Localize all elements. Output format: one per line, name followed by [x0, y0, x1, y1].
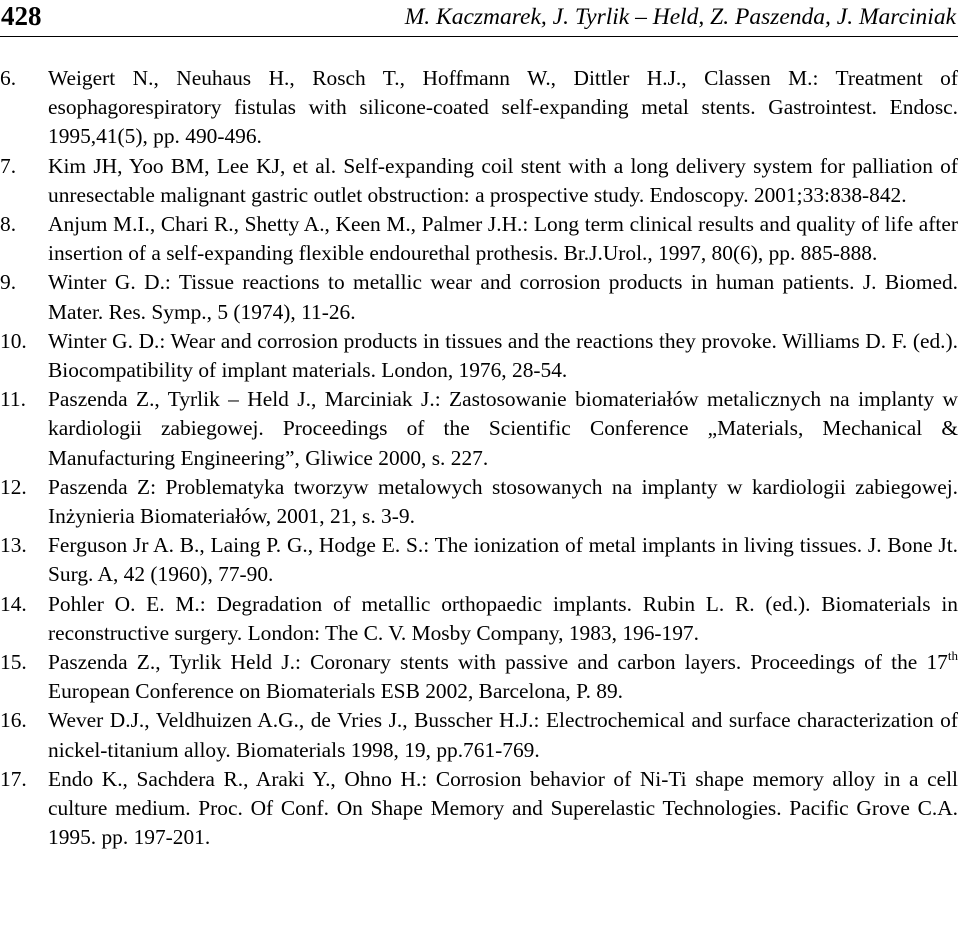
reference-number: 13. [0, 533, 27, 558]
page-number: 428 [1, 1, 42, 31]
reference-item [0, 590, 958, 648]
reference-number: 9. [0, 270, 17, 295]
reference-number: 15. [0, 650, 27, 675]
reference-number: 11. [0, 387, 26, 412]
page-header [0, 0, 958, 37]
reference-text-after-sup: European Conference on Biomaterials ESB 2002, Barcelona, P. 89. [48, 679, 624, 704]
reference-number: 8. [0, 212, 17, 237]
reference-text: Kim JH, Yoo BM, Lee KJ, et al. Self-expanding coil stent with a long delivery system for palliation of unresectable malignant gastric outlet obstruction: a prospective study. Endoscopy. 2001;33:838-842. [48, 153, 958, 207]
reference-text-before-sup: Paszenda Z., Tyrlik Held J.: Coronary stents with passive and carbon layers. Proceedings of the 17 [48, 650, 948, 675]
reference-item [0, 268, 958, 326]
reference-text: Ferguson Jr A. B., Laing P. G., Hodge E. S.: The ionization of metal implants in living tissues. J. Bone Jt. Surg. A, 42 (1960), 77-90. [48, 533, 958, 587]
reference-text: Paszenda Z., Tyrlik – Held J., Marciniak J.: Zastosowanie biomateriałów metalicznych na implanty w kardiologii zabiegowej. Proceedings of the Scientific Conference „Materials, Mechanical & Manufacturing Engineering”, Gliwice 2000, s. 227. [48, 387, 958, 470]
reference-item [0, 765, 958, 853]
reference-number: 6. [0, 66, 17, 90]
reference-number: 17. [0, 766, 27, 791]
reference-text: Anjum M.I., Chari R., Shetty A., Keen M., Palmer J.H.: Long term clinical results and quality of life after insertion of a self-expanding flexible endourethal prothesis. Br.J.Urol., 1997, 80(6), pp. 885-888. [48, 212, 958, 266]
reference-item [0, 152, 958, 210]
reference-item [0, 64, 958, 152]
reference-text: Pohler O. E. M.: Degradation of metallic orthopaedic implants. Rubin L. R. (ed.). Biomaterials in reconstructive surgery. London: The C. V. Mosby Company, 1983, 196-197. [48, 591, 958, 645]
reference-text: Paszenda Z: Problematyka tworzyw metalowych stosowanych na implanty w kardiologii zabiegowej. Inżynieria Biomateriałów, 2001, 21, s. 3-9. [48, 474, 958, 529]
ordinal-superscript: th [947, 648, 958, 664]
running-title: M. Kaczmarek, J. Tyrlik – Held, Z. Paszenda, J. Marciniak [404, 4, 956, 30]
reference-text: Endo K., Sachdera R., Araki Y., Ohno H.: Corrosion behavior of Ni-Ti shape memory alloy in a cell culture medium. Proc. Of Conf. On Shape Memory and Superelastic Technologies. Pacific Grove C.A. 1995. pp. 197-201. [48, 766, 958, 850]
reference-text: Winter G. D.: Tissue reactions to metallic wear and corrosion products in human patients. J. Biomed. Mater. Res. Symp., 5 (1974), 11-26. [48, 270, 958, 324]
reference-item [0, 210, 958, 268]
reference-number: 16. [0, 708, 27, 733]
reference-item [0, 473, 958, 531]
reference-text: Winter G. D.: Wear and corrosion products in tissues and the reactions they provoke. Williams D. F. (ed.). Biocompatibility of implant materials. London, 1976, 28-54. [48, 328, 958, 383]
reference-list [0, 64, 958, 852]
reference-item [0, 385, 958, 473]
reference-item [0, 327, 958, 385]
reference-number: 10. [0, 328, 27, 353]
reference-number: 7. [0, 153, 17, 178]
reference-number: 12. [0, 474, 27, 499]
reference-number: 14. [0, 591, 27, 616]
reference-item [0, 706, 958, 764]
reference-item [0, 531, 958, 589]
reference-item [0, 648, 958, 706]
reference-text: Wever D.J., Veldhuizen A.G., de Vries J., Busscher H.J.: Electrochemical and surface characterization of nickel-titanium alloy. Biomaterials 1998, 19, pp.761-769. [48, 708, 958, 762]
header-rule [0, 36, 958, 37]
reference-text: Weigert N., Neuhaus H., Rosch T., Hoffmann W., Dittler H.J., Classen M.: Treatment of esophagorespiratory fistulas with silicone-coated self-expanding metal stents. Gastrointest. Endosc. 1995,41(5), pp. 490-496. [48, 66, 958, 149]
